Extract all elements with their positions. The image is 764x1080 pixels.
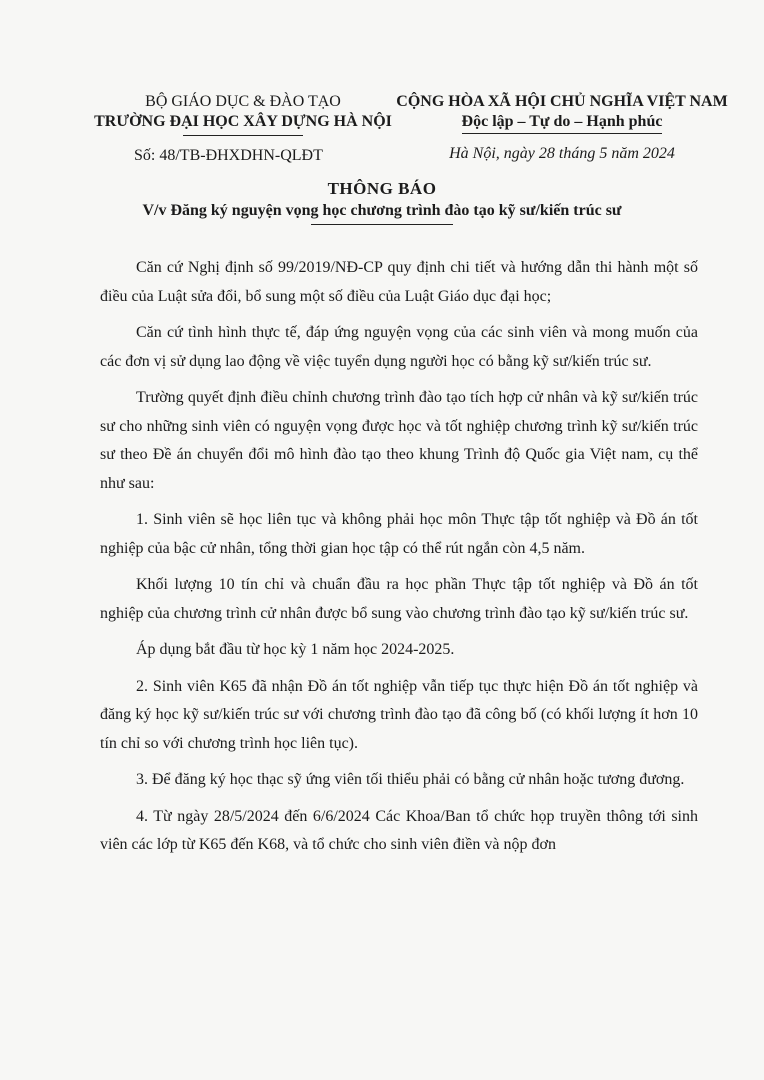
- university-name: TRƯỜNG ĐẠI HỌC XÂY DỰNG HÀ NỘI: [94, 113, 392, 130]
- title-underline: [311, 224, 453, 225]
- paragraph-legal-basis: Căn cứ Nghị định số 99/2019/NĐ-CP quy định chi tiết và hướng dẫn thi hành một số điều của Luật sửa đổi, bổ sung một số điều của Luật Giáo dục đại học;: [100, 259, 698, 305]
- paragraph-decision: Trường quyết định điều chỉnh chương trình đào tạo tích hợp cử nhân và kỹ sư/kiến trúc sư cho những sinh viên có nguyện vọng được học và tốt nghiệp chương trình kỹ sư/kiến trúc sư theo Đề án chuyển đổi mô hình đào tạo theo khung Trình độ Quốc gia Việt nam, cụ thể như sau:: [100, 389, 698, 492]
- document-subject: V/v Đăng ký nguyện vọng học chương trình đào tạo kỹ sư/kiến trúc sư: [142, 202, 622, 219]
- document-title: THÔNG BÁO: [327, 179, 437, 198]
- paragraph-effective: Áp dụng bắt đầu từ học kỳ 1 năm học 2024-2025.: [136, 641, 455, 658]
- paragraph-credits: Khối lượng 10 tín chỉ và chuẩn đầu ra học phần Thực tập tốt nghiệp và Đồ án tốt nghiệp của chương trình cử nhân được bổ sung vào chương trình đào tạo kỹ sư/kiến trúc sư.: [100, 576, 698, 622]
- paragraph-item-3: 3. Để đăng ký học thạc sỹ ứng viên tối thiểu phải có bằng cử nhân hoặc tương đương.: [136, 771, 685, 788]
- paragraph-item-1: 1. Sinh viên sẽ học liên tục và không phải học môn Thực tập tốt nghiệp và Đồ án tốt nghiệp của bậc cử nhân, tổng thời gian học tập có thể rút ngắn còn 4,5 năm.: [100, 511, 698, 557]
- national-motto: Độc lập – Tự do – Hạnh phúc: [462, 112, 663, 134]
- document-number: Số: 48/TB-ĐHXDHN-QLĐT: [134, 147, 323, 164]
- issuer-block: [78, 92, 408, 166]
- ministry-name: BỘ GIÁO DỤC & ĐÀO TẠO: [145, 93, 341, 110]
- issuer-underline: [183, 135, 303, 136]
- document-body: [100, 254, 698, 868]
- national-heading: [392, 92, 732, 164]
- document-title-block: [60, 178, 704, 225]
- place-and-date: Hà Nội, ngày 28 tháng 5 năm 2024: [449, 145, 675, 162]
- paragraph-item-2: 2. Sinh viên K65 đã nhận Đồ án tốt nghiệp vẫn tiếp tục thực hiện Đồ án tốt nghiệp và đăng ký học kỹ sư/kiến trúc sư với chương trình đào tạo đã công bố (có khối lượng ít hơn 10 tín chỉ so với chương trình học liên tục).: [100, 677, 698, 752]
- country-name: CỘNG HÒA XÃ HỘI CHỦ NGHĨA VIỆT NAM: [396, 93, 728, 110]
- paragraph-item-4: 4. Từ ngày 28/5/2024 đến 6/6/2024 Các Khoa/Ban tổ chức họp truyền thông tới sinh viên các lớp từ K65 đến K68, và tổ chức cho sinh viên điền và nộp đơn: [100, 807, 698, 853]
- paragraph-context: Căn cứ tình hình thực tế, đáp ứng nguyện vọng của các sinh viên và mong muốn của các đơn vị sử dụng lao động về việc tuyển dụng người học có bằng kỹ sư/kiến trúc sư.: [100, 324, 698, 370]
